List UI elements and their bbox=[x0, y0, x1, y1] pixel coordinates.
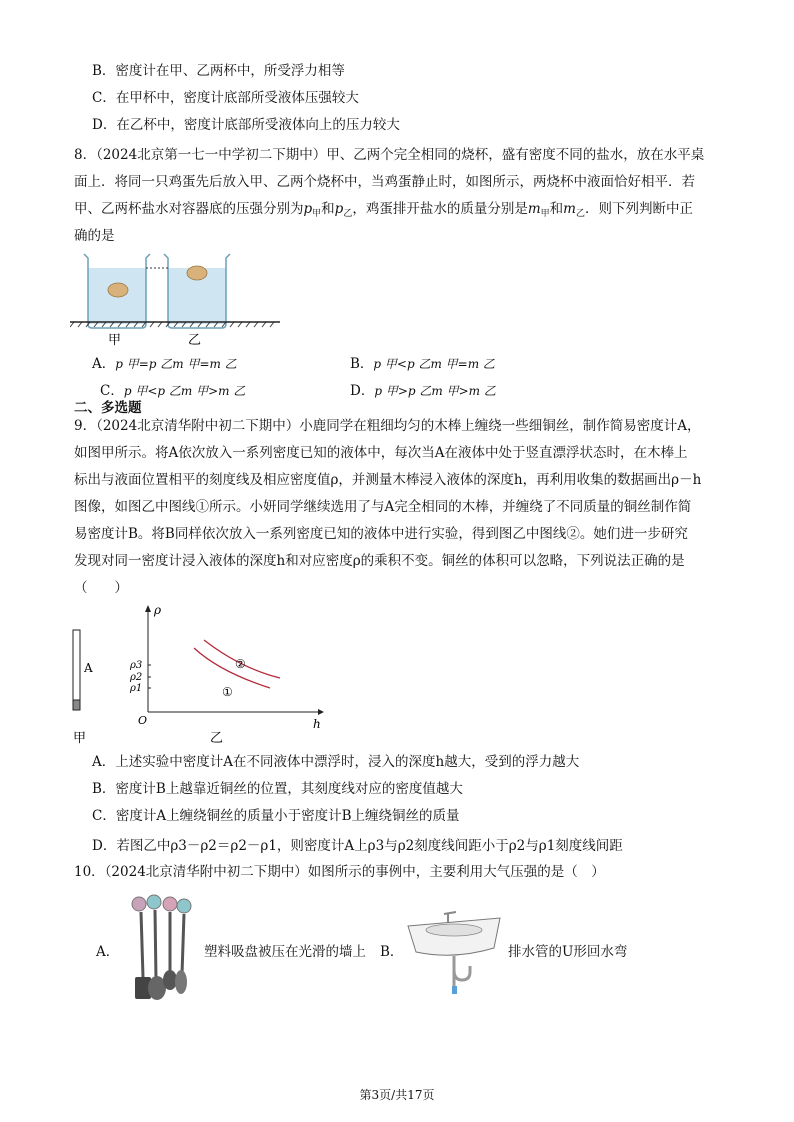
q9-stem-line6: 发现对同一密度计浸入液体的深度h和对应密度ρ的乘积不变。铜丝的体积可以忽略，下列说法正确的是 bbox=[74, 553, 685, 569]
q9-stem-line3: 标出与液面位置相平的刻度线及相应密度值ρ，并测量木棒浸入液体的深度h，再利用收集的数据画出ρ－h bbox=[74, 472, 702, 488]
curve-2-label: ② bbox=[235, 657, 246, 671]
q8-stem-line3: 甲、乙两杯盐水对容器底的压强分别为$p_甲$和$p_乙$，鸡蛋排开盐水的质量分别是$m_甲$和$m_乙$．则下列判断中正 bbox=[74, 201, 693, 219]
suction-cup-utensils-image bbox=[124, 892, 194, 1004]
q10-option-b-label[interactable]: B． bbox=[380, 944, 404, 960]
section-title-multiple-choice: 二、多选题 bbox=[74, 400, 142, 416]
q10-option-b-text: 排水管的U形回水弯 bbox=[508, 944, 628, 960]
q9-stem-line7: （ ） bbox=[74, 580, 128, 596]
tick-rho2: ρ2 bbox=[130, 672, 143, 683]
label-yi: 乙 bbox=[188, 333, 202, 348]
q10-option-a-text: 塑料吸盘被压在光滑的墙上 bbox=[204, 944, 366, 960]
q7-option-b: B．密度计在甲、乙两杯中，所受浮力相等 bbox=[92, 63, 345, 79]
tick-rho3: ρ3 bbox=[130, 660, 143, 671]
tick-rho1: ρ1 bbox=[130, 683, 143, 694]
q8-option-c[interactable]: C．p 甲<p 乙m 甲>m 乙 bbox=[100, 383, 246, 399]
q8-option-d[interactable]: D．p 甲>p 乙m 甲>m 乙 bbox=[350, 383, 496, 399]
beaker-yi bbox=[164, 254, 230, 328]
curve-1-label: ① bbox=[222, 685, 233, 699]
label-jia-q9: 甲 bbox=[73, 731, 87, 745]
page-footer: 第3页/共17页 bbox=[359, 1088, 435, 1102]
sink-u-trap-image bbox=[404, 908, 504, 996]
q9-figure bbox=[70, 600, 340, 745]
q7-option-c: C．在甲杯中，密度计底部所受液体压强较大 bbox=[92, 90, 359, 106]
q8-stem-line4: 确的是 bbox=[74, 228, 115, 244]
q9-stem-line4: 图像，如图乙中图线①所示。小妍同学继续选用了与A完全相同的木棒，并缠绕了不同质量的铜丝制作简 bbox=[74, 499, 692, 515]
rod-densimeter-a bbox=[73, 630, 80, 710]
q9-stem-line1: 9．（2024北京清华附中初二下期中）小鹿同学在粗细均匀的木棒上缠绕一些细铜丝，制作简易密度计A， bbox=[74, 418, 701, 434]
label-jia: 甲 bbox=[108, 333, 122, 348]
q7-option-d: D．在乙杯中，密度计底部所受液体向上的压力较大 bbox=[92, 117, 400, 133]
q9-option-d[interactable]: D．若图乙中ρ3－ρ2＝ρ2－ρ1，则密度计A上ρ3与ρ2刻度线间距小于ρ2与ρ1刻度线间距 bbox=[92, 838, 623, 854]
q8-option-b[interactable]: B．p 甲<p 乙m 甲=m 乙 bbox=[350, 356, 495, 372]
x-axis-label: h bbox=[313, 717, 321, 731]
q9-option-b[interactable]: B．密度计B上越靠近铜丝的位置，其刻度线对应的密度值越大 bbox=[92, 781, 463, 797]
beaker-jia bbox=[84, 254, 150, 328]
q10-stem: 10．（2024北京清华附中初二下期中）如图所示的事例中，主要利用大气压强的是（ ） bbox=[74, 864, 605, 880]
curve-1 bbox=[194, 648, 270, 688]
q8-option-a[interactable]: A．p 甲=p 乙m 甲=m 乙 bbox=[92, 356, 237, 372]
q8-stem-line2: 面上．将同一只鸡蛋先后放入甲、乙两个烧杯中，当鸡蛋静止时，如图所示，两烧杯中液面恰好相平．若 bbox=[74, 174, 695, 190]
origin-label: O bbox=[138, 714, 148, 727]
y-axis-label: ρ bbox=[154, 603, 162, 617]
q10-option-a-label[interactable]: A． bbox=[96, 944, 120, 960]
q9-option-a[interactable]: A．上述实验中密度计A在不同液体中漂浮时，浸入的深度h越大，受到的浮力越大 bbox=[92, 754, 580, 770]
q9-stem-line2: 如图甲所示。将A依次放入一系列密度已知的液体中，每次当A在液体中处于竖直漂浮状态时，在木棒上 bbox=[74, 445, 688, 461]
q9-stem-line5: 易密度计B。将B同样依次放入一系列密度已知的液体中进行实验，得到图乙中图线②。她们进一步研究 bbox=[74, 526, 688, 542]
q8-beakers-figure bbox=[70, 250, 280, 350]
q9-option-c[interactable]: C．密度计A上缠绕铜丝的质量小于密度计B上缠绕铜丝的质量 bbox=[92, 808, 460, 824]
label-yi-q9: 乙 bbox=[210, 731, 224, 745]
rod-label-a: A bbox=[84, 661, 93, 675]
q8-stem-line1: 8．（2024北京第一七一中学初二下期中）甲、乙两个完全相同的烧杯，盛有密度不同的盐水，放在水平桌 bbox=[74, 147, 705, 163]
